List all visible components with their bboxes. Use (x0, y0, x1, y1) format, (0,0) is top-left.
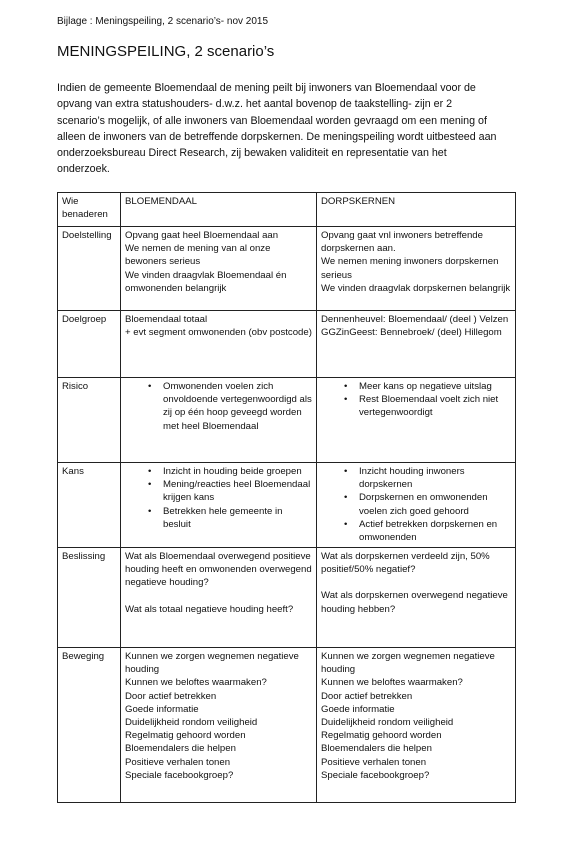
list-item: • Betrekken hele gemeente in besluit (163, 505, 312, 531)
document-title: MENINGSPEILING, 2 scenario’s (57, 43, 275, 60)
cell-line: Kunnen we beloftes waarmaken? (321, 677, 463, 689)
table-row (58, 463, 516, 548)
cell-line: Bloemendaal totaal (125, 314, 208, 325)
list-item: • Inzicht in houding beide groepen (163, 465, 312, 478)
bullet-list (321, 465, 511, 544)
table-row (58, 311, 516, 378)
cell-line: + evt segment omwonenden (obv postcode) (125, 327, 312, 339)
intro-paragraph: Indien de gemeente Bloemendaal de mening peilt bij inwoners van Bloemendaal voor de opvang van extra statushouders- d.w.z. het aantal bovenop de taakstelling- zijn er 2 scenario’s mogelijk, of alle inwoners van Bloemendaal worden gevraagd om een mening of alleen de inwoners van de betreffende dorpskernen. De meningspeiling wordt uitbesteed aan onderzoeksbureau Direct Research, zij bewaken validiteit en representatie van het onderzoek. (57, 82, 497, 176)
cell-line: Kunnen we zorgen wegnemen negatieve houding (125, 651, 299, 676)
cell-line: Bloemendalers die helpen (321, 743, 432, 755)
cell-line: Door actief betrekken (125, 690, 217, 702)
cell-line: Duidelijkheid rondom veiligheid (125, 717, 258, 729)
cell-line: Regelmatig gehoord worden (321, 730, 442, 742)
bullet-list (125, 465, 312, 531)
row-label-beslissing: Beslissing (58, 548, 121, 648)
list-item: • Meer kans op negatieve uitslag (359, 380, 511, 393)
cell-bloemendaal-beweging (121, 648, 317, 803)
cell-bloemendaal-doelgroep (121, 311, 317, 378)
cell-line: Door actief betrekken (321, 690, 413, 702)
cell-bloemendaal-doelstelling (121, 227, 317, 311)
cell-dorpskernen-doelstelling (317, 227, 516, 311)
cell-dorpskernen-doelgroep (317, 311, 516, 378)
cell-bloemendaal-risico (121, 378, 317, 463)
cell-line: Duidelijkheid rondom veiligheid (321, 717, 454, 729)
header-label-cell: Wie benaderen (58, 193, 121, 227)
table-row (58, 648, 516, 803)
list-item: • Rest Bloemendaal voelt zich niet vertegenwoordigt (359, 393, 511, 419)
cell-line: Wat als totaal negatieve houding heeft? (125, 603, 294, 615)
cell-line: We vinden draagvlak dorpskernen belangrijk (321, 282, 511, 294)
row-label-risico: Risico (58, 378, 121, 463)
list-item: • Actief betrekken dorpskernen en omwonenden (359, 518, 511, 544)
cell-line: GGZinGeest: Bennebroek/ (deel) Hillegom (321, 327, 502, 339)
cell-dorpskernen-risico (317, 378, 516, 463)
list-item: • Omwonenden voelen zich onvoldoende vertegenwoordigd als zij op één hoop geveegd worden met heel Bloemendaal (163, 380, 312, 433)
bullet-list (125, 380, 312, 433)
cell-line: Wat als dorpskernen overwegend negatieve houding hebben? (321, 590, 508, 615)
cell-line: Kunnen we beloftes waarmaken? (125, 677, 267, 689)
cell-line: Speciale facebookgroep? (125, 769, 234, 781)
row-label-beweging: Beweging (58, 648, 121, 803)
cell-line: Speciale facebookgroep? (321, 769, 430, 781)
cell-bloemendaal-beslissing (121, 548, 317, 648)
row-label-doelstelling: Doelstelling (58, 227, 121, 311)
cell-line: We nemen mening inwoners dorpskernen serieus (321, 256, 499, 281)
cell-line: We nemen de mening van al onze bewoners serieus (125, 243, 271, 268)
cell-dorpskernen-kans (317, 463, 516, 548)
cell-bloemendaal-kans (121, 463, 317, 548)
cell-line: Goede informatie (321, 703, 395, 715)
cell-dorpskernen-beslissing (317, 548, 516, 648)
cell-line: Positieve verhalen tonen (321, 756, 427, 768)
cell-line: We vinden draagvlak Bloemendaal én omwonenden belangrijk (125, 269, 287, 294)
table-row (58, 227, 516, 311)
cell-line: Positieve verhalen tonen (125, 756, 231, 768)
list-item: • Dorpskernen en omwonenden voelen zich goed gehoord (359, 491, 511, 517)
cell-line: Opvang gaat heel Bloemendaal aan (125, 230, 279, 241)
row-label-doelgroep: Doelgroep (58, 311, 121, 378)
row-label-kans: Kans (58, 463, 121, 548)
header-dorpskernen-cell: DORPSKERNEN (317, 193, 516, 227)
bullet-list (321, 380, 511, 420)
document-header: Bijlage : Meningspeiling, 2 scenario’s- nov 2015 (57, 16, 269, 27)
cell-line: Wat als dorpskernen verdeeld zijn, 50% positief/50% negatief? (321, 551, 490, 576)
table-header-row (58, 193, 516, 227)
cell-line: Opvang gaat vnl inwoners betreffende dorpskernen aan. (321, 230, 483, 255)
table-row (58, 548, 516, 648)
scenario-table (57, 192, 516, 803)
table-row (58, 378, 516, 463)
list-item: • Mening/reacties heel Bloemendaal krijgen kans (163, 478, 312, 504)
cell-line: Bloemendalers die helpen (125, 743, 236, 755)
cell-line: Kunnen we zorgen wegnemen negatieve houding (321, 651, 495, 676)
cell-line: Regelmatig gehoord worden (125, 730, 246, 742)
cell-line: Dennenheuvel: Bloemendaal/ (deel ) Velzen (321, 314, 509, 325)
header-bloemendaal-cell: BLOEMENDAAL (121, 193, 317, 227)
cell-dorpskernen-beweging (317, 648, 516, 803)
cell-line: Goede informatie (125, 703, 199, 715)
cell-line: Wat als Bloemendaal overwegend positieve houding heeft en omwonenden overwegend negatieve houding? (125, 551, 312, 589)
list-item: • Inzicht houding inwoners dorpskernen (359, 465, 511, 491)
